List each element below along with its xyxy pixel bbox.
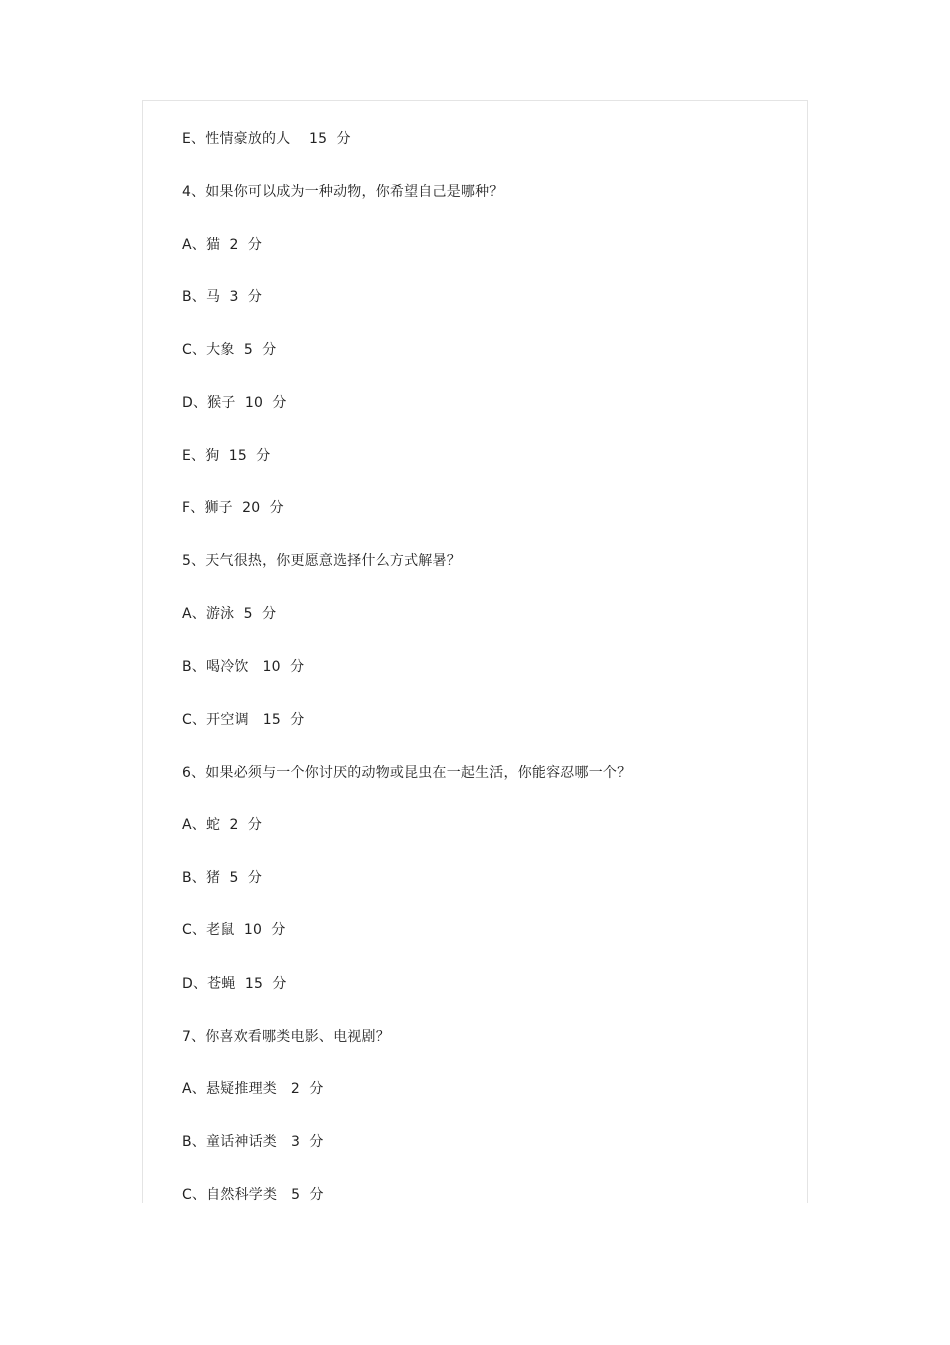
option-4d: D、猴子 10 分 bbox=[182, 395, 287, 411]
option-5a: A、游泳 5 分 bbox=[182, 606, 277, 622]
option-5c: C、开空调 15 分 bbox=[182, 712, 305, 728]
option-7b: B、童话神话类 3 分 bbox=[182, 1134, 324, 1150]
option-6d: D、苍蝇 15 分 bbox=[182, 976, 287, 992]
option-6c: C、老鼠 10 分 bbox=[182, 922, 286, 938]
option-4b: B、马 3 分 bbox=[182, 289, 263, 305]
option-4a: A、猫 2 分 bbox=[182, 237, 263, 253]
option-4f: F、狮子 20 分 bbox=[182, 500, 284, 516]
question-7: 7、你喜欢看哪类电影、电视剧？ bbox=[182, 1029, 390, 1045]
option-7c: C、自然科学类 5 分 bbox=[182, 1187, 324, 1203]
option-7a: A、悬疑推理类 2 分 bbox=[182, 1081, 324, 1097]
question-6: 6、如果必须与一个你讨厌的动物或昆虫在一起生活，你能容忍哪一个？ bbox=[182, 765, 632, 781]
document-page bbox=[142, 100, 808, 1203]
option-3e: E、性情豪放的人 15 分 bbox=[182, 131, 351, 147]
option-4c: C、大象 5 分 bbox=[182, 342, 277, 358]
question-5: 5、天气很热，你更愿意选择什么方式解暑？ bbox=[182, 553, 461, 569]
question-4: 4、如果你可以成为一种动物，你希望自己是哪种？ bbox=[182, 184, 504, 200]
option-5b: B、喝冷饮 10 分 bbox=[182, 659, 305, 675]
option-6b: B、猪 5 分 bbox=[182, 870, 263, 886]
option-6a: A、蛇 2 分 bbox=[182, 817, 263, 833]
option-4e: E、狗 15 分 bbox=[182, 448, 271, 464]
